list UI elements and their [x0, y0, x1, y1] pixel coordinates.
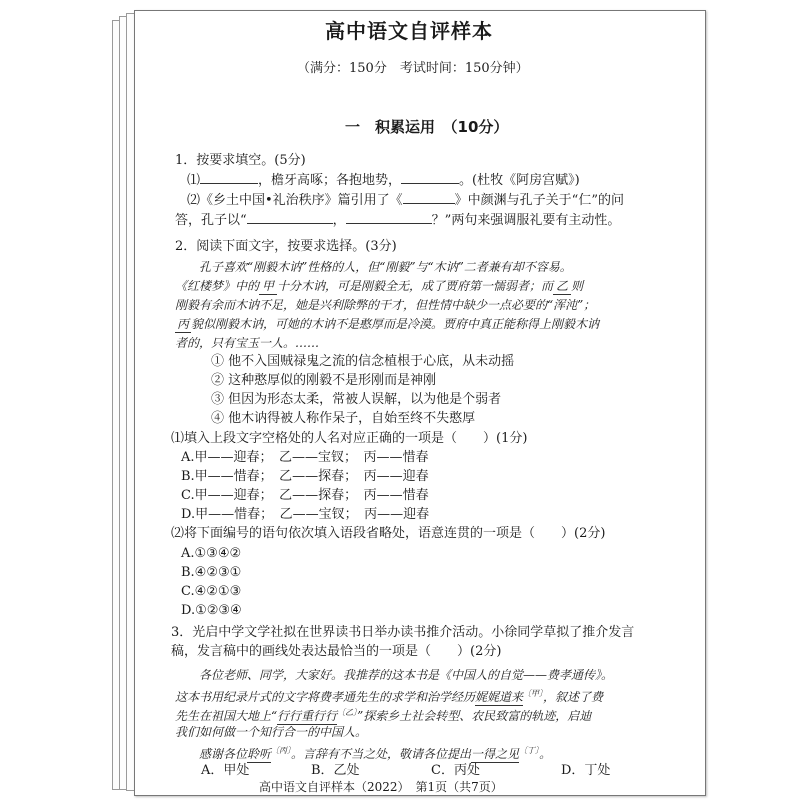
q2-blank-yi: 乙	[553, 278, 571, 295]
page-title: 高中语文自评样本	[325, 19, 493, 43]
q2-statement: ① 他不入国贼禄鬼之流的信念植根于心底，从未动摇	[211, 354, 515, 369]
q2-p2-b: 十分木讷，可是刚毅全无，成了贾府第一懦弱者；而	[277, 279, 554, 293]
q2-statement: ② 这种憨厚似的刚毅不是形刚而是神刚	[211, 373, 437, 388]
q3-underline-jia: 娓娓道来	[475, 690, 524, 704]
q2-sub2-option[interactable]: B.④②③①	[181, 565, 242, 580]
q3-option[interactable]: C．丙处	[431, 763, 480, 778]
q1-blank-2[interactable]	[401, 183, 459, 184]
q3-underline-ding: 一得之见	[471, 747, 520, 761]
q3-p2-a: 这本书用纪录片式的文字将费孝通先生的求学和治学经历	[175, 690, 476, 704]
q2-sub1-option[interactable]: B.甲——惜春； 乙——探春； 丙——迎春	[181, 469, 429, 484]
q3-option[interactable]: A．甲处	[201, 763, 250, 778]
q2-passage-l3: 刚毅有余而木讷不足，她是兴利除弊的干才，但性情中缺少一点必要的“浑沌”；	[175, 298, 596, 312]
q1-blank-1[interactable]	[200, 183, 258, 184]
q2-p2-c: 则	[571, 279, 584, 293]
exam-page	[134, 10, 706, 796]
q2-statement: ④ 他木讷得被人称作呆子，自始至终不失憨厚	[211, 411, 476, 426]
q1-stem: 1．按要求填空。(5分)	[175, 153, 306, 168]
q2-sub1-option[interactable]: C.甲——迎春； 乙——探春； 丙——惜春	[181, 488, 429, 503]
q2-passage-l5: 者的，只有宝玉一人。……	[175, 336, 320, 350]
q2-passage-l2	[175, 278, 583, 295]
q2-sub1-option[interactable]: A.甲——迎春； 乙——宝钗； 丙——惜春	[181, 450, 429, 465]
q3-stem-l2: 稿，发言稿中的画线处表达最恰当的一项是（ ）(2分)	[171, 644, 502, 659]
q3-speech-l4: 我们如何做一个知行合一的中国人。	[175, 725, 368, 739]
q1-blank-5[interactable]	[346, 223, 432, 224]
q2-p4-b: 貌似刚毅木讷，可她的木讷不是憨厚而是冷漠。贾府中真正能称得上刚毅木讷	[191, 317, 600, 331]
q3-p5-c: 。	[539, 747, 552, 761]
q2-sub2-option[interactable]: D.①②③④	[181, 603, 242, 618]
q1-line2	[187, 193, 624, 209]
q3-speech-l5	[199, 743, 551, 763]
q2-statement: ③ 但因为形态太柔，常被人误解，以为他是个弱者	[211, 392, 502, 407]
q1-l1-b: ，檐牙高啄；各抱地势，	[258, 173, 402, 188]
q3-mark-ding: 〔丁〕	[519, 746, 540, 755]
q3-p3-a: 先生在祖国大地上“	[175, 709, 278, 723]
q3-p2-b: ，叙述了费	[543, 690, 604, 704]
q1-l2-a: ⑵《乡土中国•礼治秩序》篇引用了《	[187, 193, 403, 208]
q1-l1-c: 。(杜牧《阿房宫赋》)	[459, 173, 580, 188]
q2-blank-bing: 丙	[177, 317, 190, 331]
q1-line3	[175, 213, 620, 229]
q3-speech-l3	[175, 705, 591, 725]
q2-sub1-option[interactable]: D.甲——惜春； 乙——宝钗； 丙——迎春	[181, 507, 430, 522]
q3-p5-a: 感谢各位	[199, 747, 248, 761]
q3-mark-yi: 〔乙〕	[337, 708, 358, 717]
q1-l1-a: ⑴	[187, 173, 201, 188]
q1-blank-4[interactable]	[247, 223, 333, 224]
q1-l3-a: 答，孔子以“	[175, 213, 247, 228]
q2-blank-jia: 甲	[259, 278, 277, 295]
q2-sub2-option[interactable]: C.④②①③	[181, 584, 242, 599]
q1-blank-3[interactable]	[403, 203, 455, 204]
q1-l2-b: 》中颜渊与孔子关于“仁”的问	[454, 193, 624, 208]
q3-p3-b: ”探索乡土社会转型、农民致富的轨迹，启迪	[357, 709, 592, 723]
q1-line1	[187, 173, 580, 189]
q1-l3-c: ？”两句来强调服礼要有主动性。	[431, 213, 621, 228]
q3-option[interactable]: D．丁处	[561, 763, 611, 778]
exam-info: （满分：150分 考试时间：150分钟）	[297, 61, 529, 76]
q2-passage-l4	[175, 316, 599, 333]
q3-p5-b: 。言辞有不当之处，敬请各位提出	[291, 747, 472, 761]
q3-stem-l1: 3．光启中学文学社拟在世界读书日举办读书推介活动。小徐同学草拟了推介发言	[171, 625, 635, 640]
q2-sub2-option[interactable]: A.①③④②	[181, 546, 242, 561]
q2-stem: 2．阅读下面文字，按要求选择。(3分)	[175, 239, 397, 254]
q3-speech-l2	[175, 686, 603, 706]
section-heading: 一 积累运用 （10分）	[345, 118, 509, 136]
q3-underline-bing: 聆听	[247, 747, 272, 761]
q2-sub1: ⑴填入上段文字空格处的人名对应正确的一项是（ ）(1分)	[171, 431, 528, 446]
q3-mark-jia: 〔甲〕	[523, 689, 544, 698]
page-footer: 高中语文自评样本（2022） 第1页（共7页）	[259, 780, 503, 794]
q2-sub2: ⑵将下面编号的语句依次填入语段省略处，语意连贯的一项是（ ）(2分)	[171, 526, 606, 541]
q3-underline-yi: 行行重行行	[277, 709, 338, 723]
q3-mark-bing: 〔丙〕	[271, 746, 292, 755]
q3-option[interactable]: B．乙处	[311, 763, 360, 778]
q3-speech-l1: 各位老师、同学，大家好。我推荐的这本书是《中国人的自觉——费孝通传》。	[199, 668, 614, 682]
q2-p2-a: 《红楼梦》中的	[175, 279, 260, 293]
q1-l3-b: ，	[332, 213, 346, 228]
q2-passage-l1: 孔子喜欢“刚毅木讷”性格的人，但“刚毅”与“木讷”二者兼有却不容易。	[199, 260, 572, 274]
